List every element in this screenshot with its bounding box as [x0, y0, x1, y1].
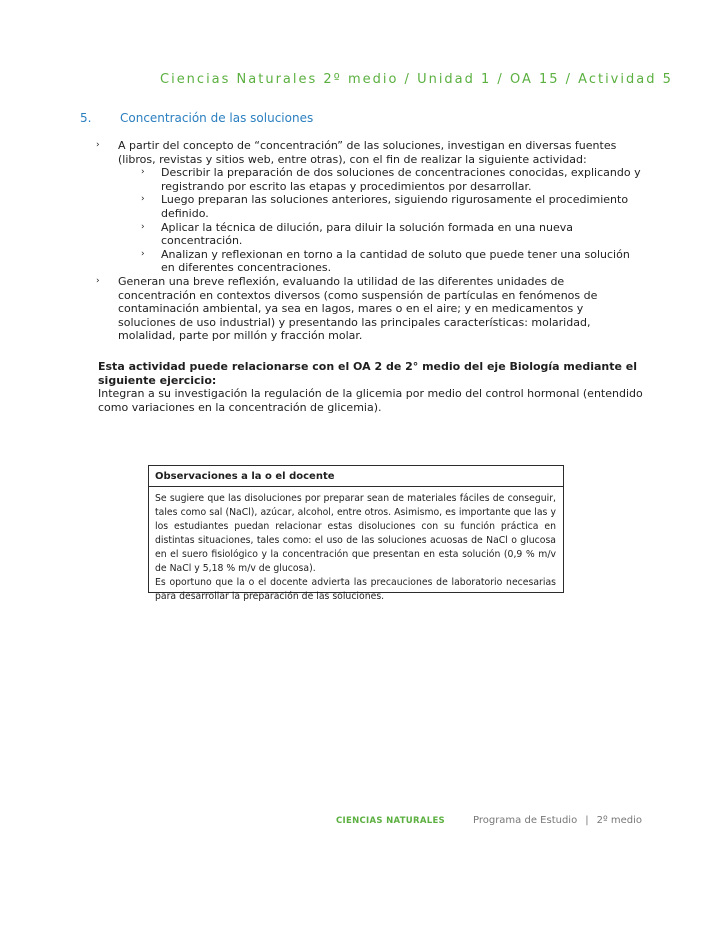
step-bullet-icon: ›: [141, 221, 145, 232]
footer-program: Programa de Estudio: [472, 815, 578, 826]
footer-subject: CIENCIAS NATURALES: [336, 816, 445, 826]
observations-paragraph: Es oportuno que la o el docente advierta las precauciones de laboratorio necesarias para desarrollar la preparación de las soluciones.: [155, 577, 556, 602]
footer-level: 2º medio: [596, 815, 642, 826]
section-heading: [80, 111, 313, 125]
step-item-4: › Analizan y reflexionan en torno a la cantidad de soluto que puede tener una solución en diferentes concentraciones.: [141, 247, 630, 275]
step-item-2: › Luego preparan las soluciones anteriores, siguiendo rigurosamente el procedimiento definido.: [141, 193, 629, 220]
observations-paragraph: Se sugiere que las disoluciones por preparar sean de materiales fáciles de conseguir, tales como sal (NaCl), azúcar, alcohol, entre otros. Asimismo, es importante que las y los estudiantes puedan relacionar estas disoluciones con su función práctica en distintas situaciones, tales como: el uso de las soluciones acuosas de NaCl o glucosa en el suero fisiológico y la concentración que presentan en esta solución (0,9 % m/v de NaCl y 5,18 % m/v de glucosa).: [155, 493, 556, 574]
step-bullet-icon: ›: [141, 167, 145, 178]
teacher-observations-box: [148, 465, 564, 602]
activity-item-1: › A partir del concepto de “concentración” de las soluciones, investigan en diversas fuentes (libros, revistas y sitios web, entre otras), con el fin de realizar la siguiente actividad:: [96, 139, 617, 166]
related-objective-text: Integran a su investigación la regulación de la glicemia por medio del control hormonal (entendido como variaciones en la concentración de glicemia).: [98, 387, 643, 414]
observations-title: Observaciones a la o el docente: [149, 470, 563, 487]
section-number: 5.: [80, 111, 92, 125]
page-footer: [336, 815, 642, 826]
step-bullet-icon: ›: [141, 194, 145, 205]
page-header: Ciencias Naturales 2º medio / Unidad 1 / OA 15 / Actividad 5: [160, 72, 673, 87]
footer-separator: |: [585, 815, 589, 826]
activity-body: [80, 139, 642, 343]
step-bullet-icon: ›: [141, 248, 145, 259]
bullet-icon: ›: [96, 140, 100, 150]
related-objective: [98, 360, 643, 414]
step-item-1: › Describir la preparación de dos soluciones de concentraciones conocidas, explicando y registrando por escrito las etapas y procedimientos por desarrollar.: [141, 166, 641, 193]
bullet-icon: ›: [96, 275, 100, 286]
step-item-3: › Aplicar la técnica de dilución, para diluir la solución formada en una nueva concentración.: [141, 220, 573, 248]
section-title: Concentración de las soluciones: [120, 111, 314, 125]
activity-item-2: › Generan una breve reflexión, evaluando la utilidad de las diferentes unidades de concentración en contextos diversos (como suspensión de partículas en fenómenos de contaminación ambiental, ya sea en lagos, mares o en el aire; y en medicamentos y soluciones de uso industrial) y presentando las principales características: molaridad, molalidad, parte por millón y fracción molar.: [96, 274, 598, 343]
related-objective-lead: Esta actividad puede relacionarse con el OA 2 de 2° medio del eje Biología mediante el siguiente ejercicio:: [98, 360, 638, 387]
